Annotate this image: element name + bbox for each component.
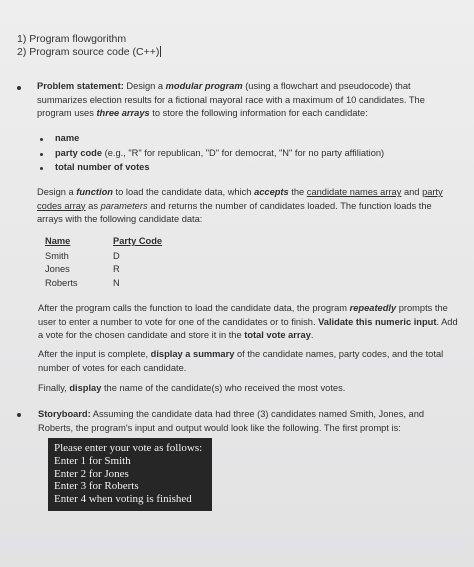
summary-text-2: of the candidate names, party codes, and the total number of votes for each candidate. — [38, 349, 444, 373]
console-line: Enter 1 for Smith — [54, 454, 131, 467]
bullet-icon — [17, 413, 21, 417]
after-text-3: . Add a vote for the chosen candidate and store it in the — [38, 316, 458, 341]
after-text-4: . — [310, 330, 314, 341]
header-line-2-text: 2) Program source code (C++) — [17, 46, 160, 58]
problem-text-2: (using a flowchart and pseudocode) that summarizes election results for a fictional mayoral race with a maximum of 10 candidates. The program uses — [37, 81, 425, 119]
function-paragraph — [37, 186, 457, 227]
final-paragraph — [38, 382, 458, 396]
bullet-icon — [17, 86, 21, 90]
console-line: Enter 2 for Jones — [54, 467, 129, 480]
problem-modular: modular program — [165, 81, 243, 91]
console-line: Enter 4 when voting is finished — [54, 493, 192, 506]
table-cell: R — [113, 264, 120, 274]
bullet-icon — [40, 138, 43, 141]
problem-label: Problem statement: — [37, 81, 124, 91]
table-cell: D — [113, 251, 120, 261]
after-text-1: After the program calls the function to load the candidate data, the program — [38, 303, 350, 313]
after-text-2: prompts the user to enter a number to vote for one of the candidates or to finish. — [38, 303, 448, 327]
console-line: Please enter your vote as follows: — [54, 442, 203, 454]
info-item-name: name — [55, 133, 80, 143]
problem-text-3: to store the following information for each candidate: — [149, 108, 368, 119]
func-text-6: and returns the number of candidates loaded. The function loads the arrays with the following candidate data: — [37, 200, 432, 225]
info-item-votes: total number of votes — [55, 162, 150, 172]
after-validate: Validate this numeric input — [318, 316, 437, 327]
info-item-party-label: party code — [55, 148, 103, 158]
table-header-party-code: Party Code — [113, 236, 163, 246]
func-text-1: Design a — [37, 187, 77, 197]
console-line: Enter 3 for Roberts — [54, 480, 139, 493]
table-cell: N — [113, 278, 120, 288]
func-party-codes-array: party codes array — [37, 187, 443, 211]
func-accepts: accepts — [254, 187, 289, 197]
info-item-party-rest: (e.g., "R" for republican, "D" for democrat, "N" for no party affiliation) — [102, 148, 385, 158]
info-item-party — [55, 148, 384, 158]
problem-statement — [37, 80, 457, 121]
table-cell: Roberts — [45, 278, 78, 288]
bullet-icon — [40, 153, 43, 156]
table-cell: Jones — [45, 264, 70, 274]
table-header-name: Name — [45, 236, 71, 246]
header-line-2 — [17, 46, 161, 58]
header-line-1: 1) Program flowgorithm — [17, 33, 127, 45]
final-text-1: Finally, — [38, 383, 70, 393]
bullet-icon — [40, 167, 43, 170]
text-cursor — [160, 46, 161, 57]
final-text-2: the name of the candidate(s) who received the most votes. — [101, 383, 346, 393]
func-text-4: and — [401, 187, 423, 197]
after-repeatedly: repeatedly — [349, 303, 397, 313]
func-text-2: to load the candidate data, which — [112, 187, 255, 197]
storyboard-text: Assuming the candidate data had three (3) candidates named Smith, Jones, and Roberts, the program's input and output would look like the following. The first prompt is: — [38, 409, 425, 433]
func-names-array: candidate names array — [306, 187, 402, 197]
table-cell: Smith — [45, 251, 69, 261]
summary-text-1: After the input is complete, — [38, 349, 151, 359]
storyboard-paragraph — [38, 408, 458, 435]
final-display: display — [69, 383, 102, 393]
func-function: function — [76, 187, 113, 197]
after-paragraph — [38, 302, 458, 343]
console-output — [48, 438, 212, 511]
summary-paragraph — [38, 348, 458, 375]
func-parameters: parameters — [100, 200, 148, 211]
func-text-5: as — [85, 200, 101, 211]
problem-three-arrays: three arrays — [96, 108, 150, 119]
problem-text-1: Design a — [123, 81, 166, 91]
storyboard-label: Storyboard: — [38, 409, 91, 419]
after-total-vote: total vote array — [244, 330, 311, 341]
func-text-3: the — [288, 187, 307, 197]
summary-display: display a summary — [150, 349, 235, 359]
